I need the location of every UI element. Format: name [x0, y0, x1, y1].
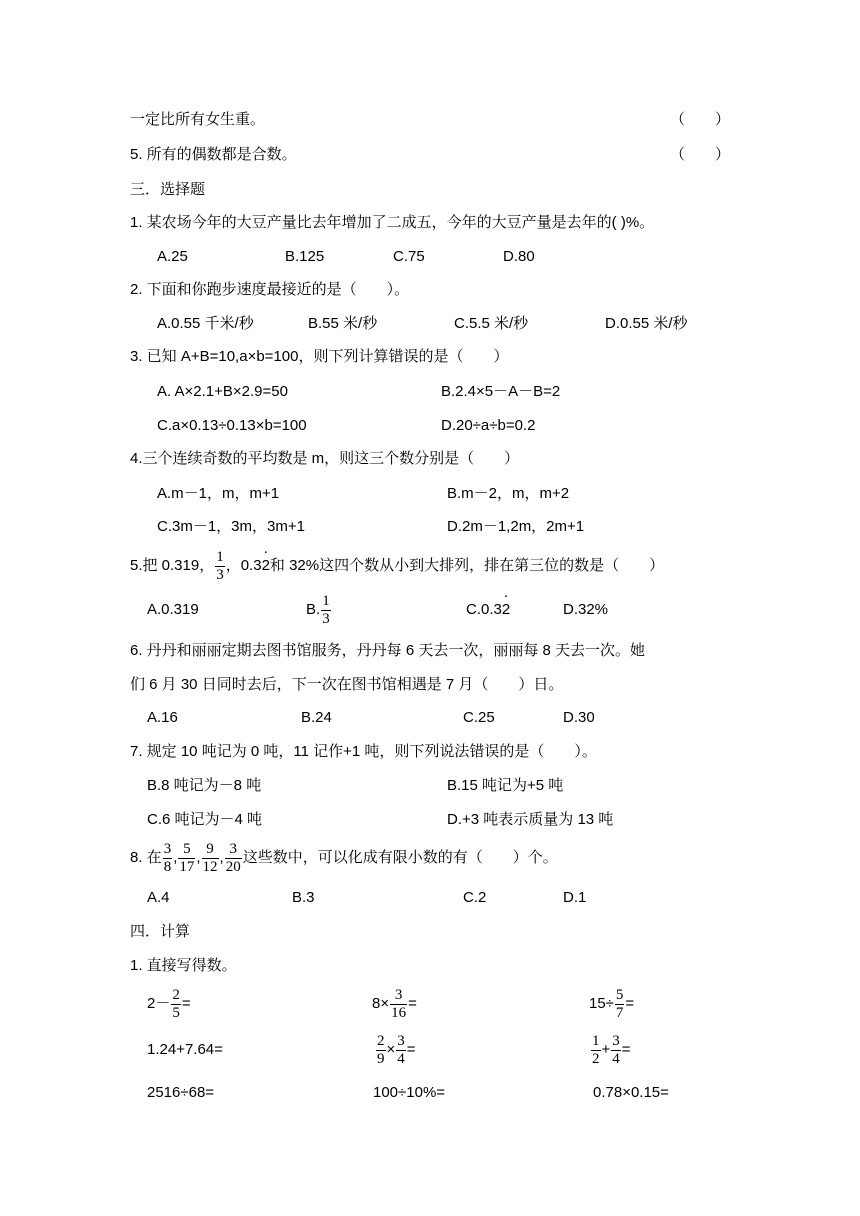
option-b-label: B. — [306, 601, 321, 618]
calc-item — [375, 1030, 416, 1070]
fraction-denominator: 4 — [612, 1050, 620, 1067]
fraction — [376, 1033, 386, 1068]
fraction-numerator: 2 — [377, 1032, 385, 1049]
choice-question-6-line2: 们 6 月 30 日同时去后，下一次在图书馆相遇是 7 月（ ）日。 — [130, 676, 564, 693]
fraction-numerator: 3 — [163, 840, 172, 857]
choice-question-8 — [130, 840, 558, 876]
calc-text: 2－ — [147, 995, 171, 1012]
option-c: C.a×0.13÷0.13×b=100 — [157, 417, 307, 434]
option-d: D.1 — [563, 889, 587, 906]
fraction — [611, 1033, 621, 1068]
fraction-numerator: 9 — [202, 841, 219, 859]
comma: , — [173, 849, 178, 866]
fraction-numerator: 3 — [612, 1032, 620, 1049]
option-c: C.2 — [463, 889, 487, 906]
option-a: A.0.319 — [147, 601, 199, 618]
choice-question-7: 7. 规定 10 吨记为 0 吨，11 记作+1 吨，则下列说法错误的是（ ）。 — [130, 743, 597, 760]
option-a: A.4 — [147, 889, 170, 906]
q8-text-pre: 8. 在 — [130, 849, 162, 866]
fraction — [615, 987, 625, 1022]
fraction-denominator: 3 — [322, 610, 330, 627]
choice-question-1: 1. 某农场今年的大豆产量比去年增加了二成五，今年的大豆产量是去年的( )%。 — [130, 214, 655, 231]
option-a: B.8 吨记为－8 吨 — [147, 777, 262, 794]
calc-item — [589, 984, 634, 1024]
option-c: C.75 — [393, 248, 425, 265]
fraction-denominator: 17 — [179, 858, 195, 875]
option-c: C.25 — [463, 709, 495, 726]
fraction — [390, 987, 407, 1022]
equals: = — [621, 1041, 631, 1058]
calc-item — [147, 984, 191, 1024]
choice-question-2: 2. 下面和你跑步速度最接近的是（ ）。 — [130, 281, 410, 298]
calc-item: 1.24+7.64= — [147, 1041, 223, 1058]
equals: = — [406, 1041, 416, 1058]
option-b: B.m－2，m，m+2 — [447, 485, 570, 502]
choice-question-3: 3. 已知 A+B=10,a×b=100，则下列计算错误的是（ ） — [130, 348, 509, 365]
calc-item: 100÷10%= — [373, 1084, 446, 1101]
fraction — [178, 841, 195, 876]
equals: = — [408, 995, 417, 1012]
answer-paren[interactable]: （ ） — [670, 146, 731, 163]
option-d: D.30 — [563, 709, 595, 726]
fraction-numerator: 3 — [225, 841, 242, 859]
option-d: D.0.55 米/秒 — [605, 315, 688, 332]
option-a: A.25 — [157, 248, 188, 265]
comma: , — [219, 849, 224, 866]
choice-question-6-line1: 6. 丹丹和丽丽定期去图书馆服务，丹丹每 6 天去一次，丽丽每 8 天去一次。她 — [130, 642, 646, 659]
comma: , — [196, 849, 201, 866]
calc-question-1: 1. 直接写得数。 — [130, 957, 237, 974]
fraction-denominator: 9 — [377, 1050, 385, 1067]
equals: = — [181, 995, 191, 1012]
fraction-numerator: 1 — [216, 548, 224, 565]
fraction-numerator: 3 — [390, 987, 407, 1005]
calc-text: 8× — [372, 995, 390, 1012]
option-d: D.2m－1,2m，2m+1 — [447, 518, 585, 535]
option-c: C.5.5 米/秒 — [454, 315, 529, 332]
option-d: D.80 — [503, 248, 535, 265]
fraction-numerator: 2 — [172, 986, 180, 1003]
option-c: C.6 吨记为－4 吨 — [147, 811, 263, 828]
times-sign: × — [386, 1041, 396, 1058]
choice-question-4: 4.三个连续奇数的平均数是 m，则这三个数分别是（ ） — [130, 450, 520, 467]
calc-text: 15÷ — [589, 995, 614, 1012]
fraction-one-third — [321, 593, 331, 628]
option-d: D.32% — [563, 601, 609, 618]
option-b: B.125 — [285, 248, 325, 265]
fraction — [396, 1033, 406, 1068]
fraction-numerator: 5 — [178, 841, 195, 859]
fraction-denominator: 2 — [592, 1050, 600, 1067]
section-title-choice: 三．选择题 — [130, 181, 206, 198]
plus-sign: + — [601, 1041, 611, 1058]
q5-text-mid: ，0.3 — [225, 557, 262, 574]
q5-text-post: 和 32%这四个数从小到大排列，排在第三位的数是（ ） — [269, 557, 665, 574]
option-a: A.m－1，m，m+1 — [157, 485, 280, 502]
fraction-numerator: 3 — [397, 1032, 405, 1049]
option-a: A.0.55 千米/秒 — [157, 315, 254, 332]
option-c — [466, 600, 510, 620]
fraction-denominator: 12 — [202, 858, 218, 875]
q5-text-pre: 5.把 0.319， — [130, 557, 215, 574]
choice-question-5 — [130, 548, 664, 584]
fraction-denominator: 20 — [225, 858, 241, 875]
fraction — [225, 841, 242, 876]
option-b: B.2.4×5－A－B=2 — [441, 383, 561, 400]
judge-question-5: 5. 所有的偶数都是合数。 — [130, 146, 297, 163]
calc-item: 0.78×0.15= — [593, 1084, 669, 1101]
calc-item: 2516÷68= — [147, 1084, 215, 1101]
answer-paren[interactable]: （ ） — [670, 111, 731, 128]
fraction-numerator: 1 — [322, 592, 330, 609]
repeating-digit: · 2 — [502, 600, 510, 620]
fraction — [171, 987, 181, 1022]
option-b: B.24 — [301, 709, 332, 726]
option-c-label: C.0.3 — [466, 601, 502, 618]
calc-item — [590, 1030, 631, 1070]
fraction-denominator: 16 — [391, 1004, 407, 1021]
option-b: B.15 吨记为+5 吨 — [447, 777, 564, 794]
section-title-calc: 四．计算 — [130, 923, 191, 940]
option-d: D.+3 吨表示质量为 13 吨 — [447, 811, 614, 828]
fraction — [591, 1033, 601, 1068]
fraction-denominator: 8 — [163, 858, 172, 875]
fraction-denominator: 7 — [615, 1004, 624, 1021]
calc-item — [372, 984, 417, 1024]
fraction — [163, 841, 173, 876]
option-c: C.3m－1，3m，3m+1 — [157, 518, 305, 535]
fraction-denominator: 4 — [397, 1050, 405, 1067]
q8-text-post: 这些数中，可以化成有限小数的有（ ）个。 — [242, 849, 558, 866]
option-b — [306, 592, 332, 628]
option-b: B.3 — [292, 889, 315, 906]
option-d: D.20÷a÷b=0.2 — [441, 417, 536, 434]
option-b: B.55 米/秒 — [308, 315, 378, 332]
fraction-denominator: 3 — [216, 566, 224, 583]
repeating-digit: · 2 — [262, 548, 270, 584]
option-a: A. A×2.1+B×2.9=50 — [157, 383, 288, 400]
fraction-denominator: 5 — [172, 1004, 180, 1021]
equals: = — [625, 995, 635, 1012]
fraction-numerator: 5 — [615, 986, 624, 1003]
fraction — [202, 841, 219, 876]
fraction-one-third — [215, 549, 225, 584]
option-a: A.16 — [147, 709, 178, 726]
judge-line-continuation: 一定比所有女生重。 — [130, 111, 266, 128]
fraction-numerator: 1 — [592, 1032, 600, 1049]
